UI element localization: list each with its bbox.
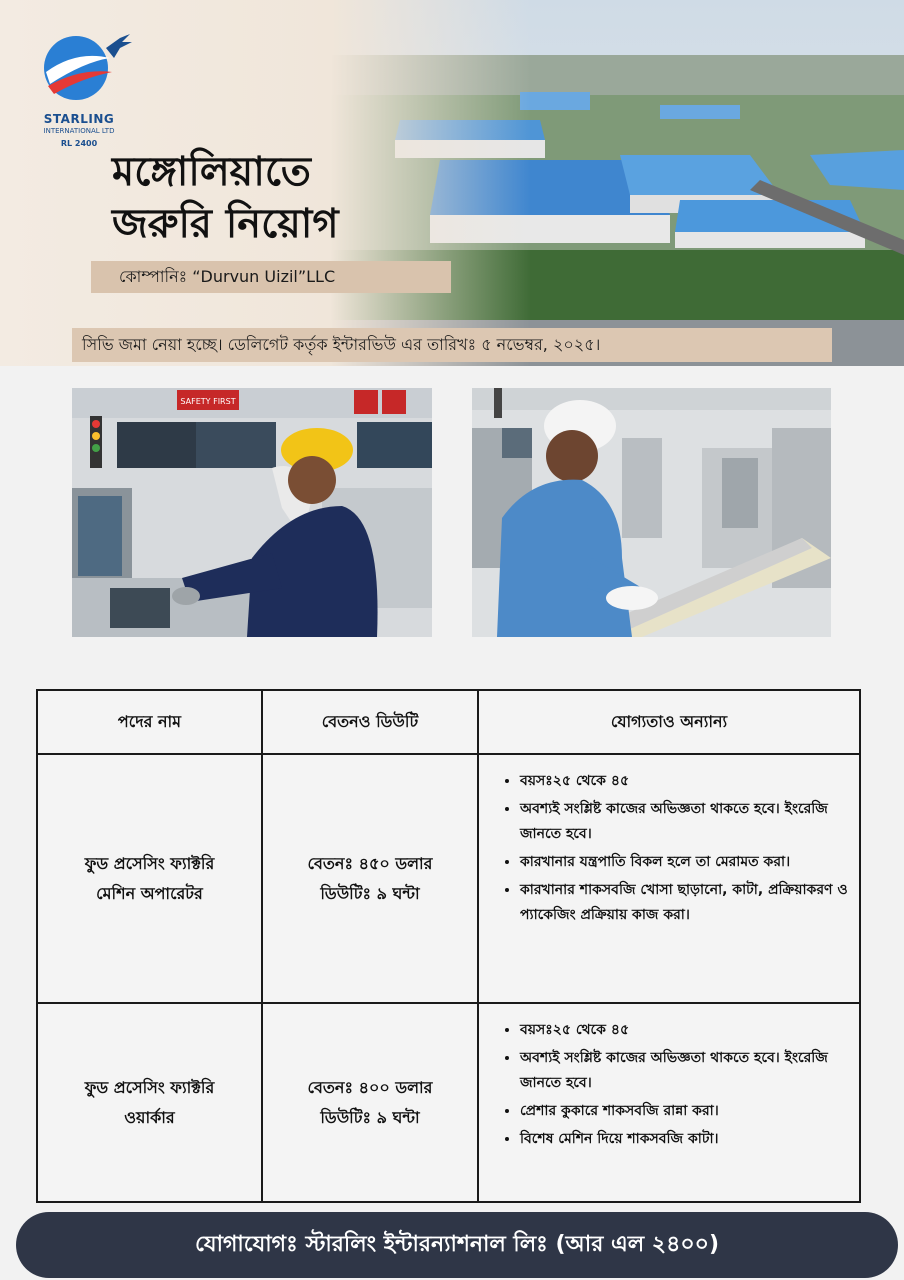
globe-bird-icon: [36, 28, 136, 112]
page-title: [112, 146, 339, 250]
company-label: কোম্পানিঃ “Durvun Uizil”LLC: [91, 261, 451, 293]
salary-cell: [262, 1003, 478, 1202]
table-row: [37, 754, 860, 1003]
position-name: মেশিন অপারেটর: [96, 883, 203, 903]
duty-text: ডিউটিঃ ৯ ঘন্টা: [320, 883, 420, 903]
col-header-salary: বেতনও ডিউটি: [262, 690, 478, 754]
safety-sign: SAFETY FIRST: [180, 397, 236, 406]
requirement-item: • কারখানার যন্ত্রপাতি বিকল হলে তা মেরামত করা।: [520, 850, 848, 875]
position-cell: [37, 754, 262, 1003]
requirement-item: • অবশ্যই সংশ্লিষ্ট কাজের অভিজ্ঞতা থাকতে হবে। ইংরেজি জানতে হবে।: [520, 1046, 848, 1096]
salary-text: বেতনঃ ৪৫০ ডলার: [307, 853, 433, 873]
requirement-item: • বয়সঃ২৫ থেকে ৪৫: [520, 769, 848, 794]
requirements-cell: [478, 1003, 860, 1202]
table-header-row: [37, 690, 860, 754]
requirements-list: [480, 769, 858, 928]
contact-footer: যোগাযোগঃ স্টারলিং ইন্টারন্যাশনাল লিঃ (আর এল ২৪০০): [16, 1212, 898, 1278]
title-line-1: মঙ্গোলিয়াতে: [112, 149, 311, 195]
position-name: ওয়ার্কার: [124, 1107, 175, 1127]
hero-banner: [0, 0, 904, 366]
brand-license: RL 2400: [60, 139, 98, 148]
requirement-item: • কারখানার শাকসবজি খোসা ছাড়ানো, কাটা, প্রক্রিয়াকরণ ও প্যাকেজিং প্রক্রিয়ায় কাজ করা।: [520, 878, 848, 928]
factory-aerial-image: [330, 0, 904, 366]
brand-subtitle: INTERNATIONAL LTD: [43, 127, 115, 135]
brand-name: STARLING: [43, 112, 115, 126]
requirement-item: • বয়সঃ২৫ থেকে ৪৫: [520, 1018, 848, 1043]
cv-notice: সিভি জমা নেয়া হচ্ছে। ডেলিগেট কর্তৃক ইন্টারভিউ এর তারিখঃ ৫ নভেম্বর, ২০২৫।: [72, 328, 832, 362]
salary-cell: [262, 754, 478, 1003]
col-header-position: পদের নাম: [37, 690, 262, 754]
title-line-2: জরুরি নিয়োগ: [112, 201, 339, 247]
requirement-item: • বিশেষ মেশিন দিয়ে শাকসবজি কাটা।: [520, 1127, 848, 1152]
requirements-list: [480, 1018, 858, 1152]
position-name: ফুড প্রসেসিং ফ্যাক্টরি: [84, 1077, 215, 1097]
starling-logo: [36, 28, 146, 158]
requirement-item: • অবশ্যই সংশ্লিষ্ট কাজের অভিজ্ঞতা থাকতে হবে। ইংরেজি জানতে হবে।: [520, 797, 848, 847]
machine-operator-photo: [72, 388, 432, 637]
position-cell: [37, 1003, 262, 1202]
position-name: ফুড প্রসেসিং ফ্যাক্টরি: [84, 853, 215, 873]
duty-text: ডিউটিঃ ৯ ঘন্টা: [320, 1107, 420, 1127]
col-header-requirements: যোগ্যতাও অন্যান্য: [478, 690, 860, 754]
requirements-cell: [478, 754, 860, 1003]
requirement-item: • প্রেশার কুকারে শাকসবজি রান্না করা।: [520, 1099, 848, 1124]
table-row: [37, 1003, 860, 1202]
factory-worker-photo: [472, 388, 831, 637]
salary-text: বেতনঃ ৪০০ ডলার: [307, 1077, 433, 1097]
job-table: [36, 689, 861, 1203]
